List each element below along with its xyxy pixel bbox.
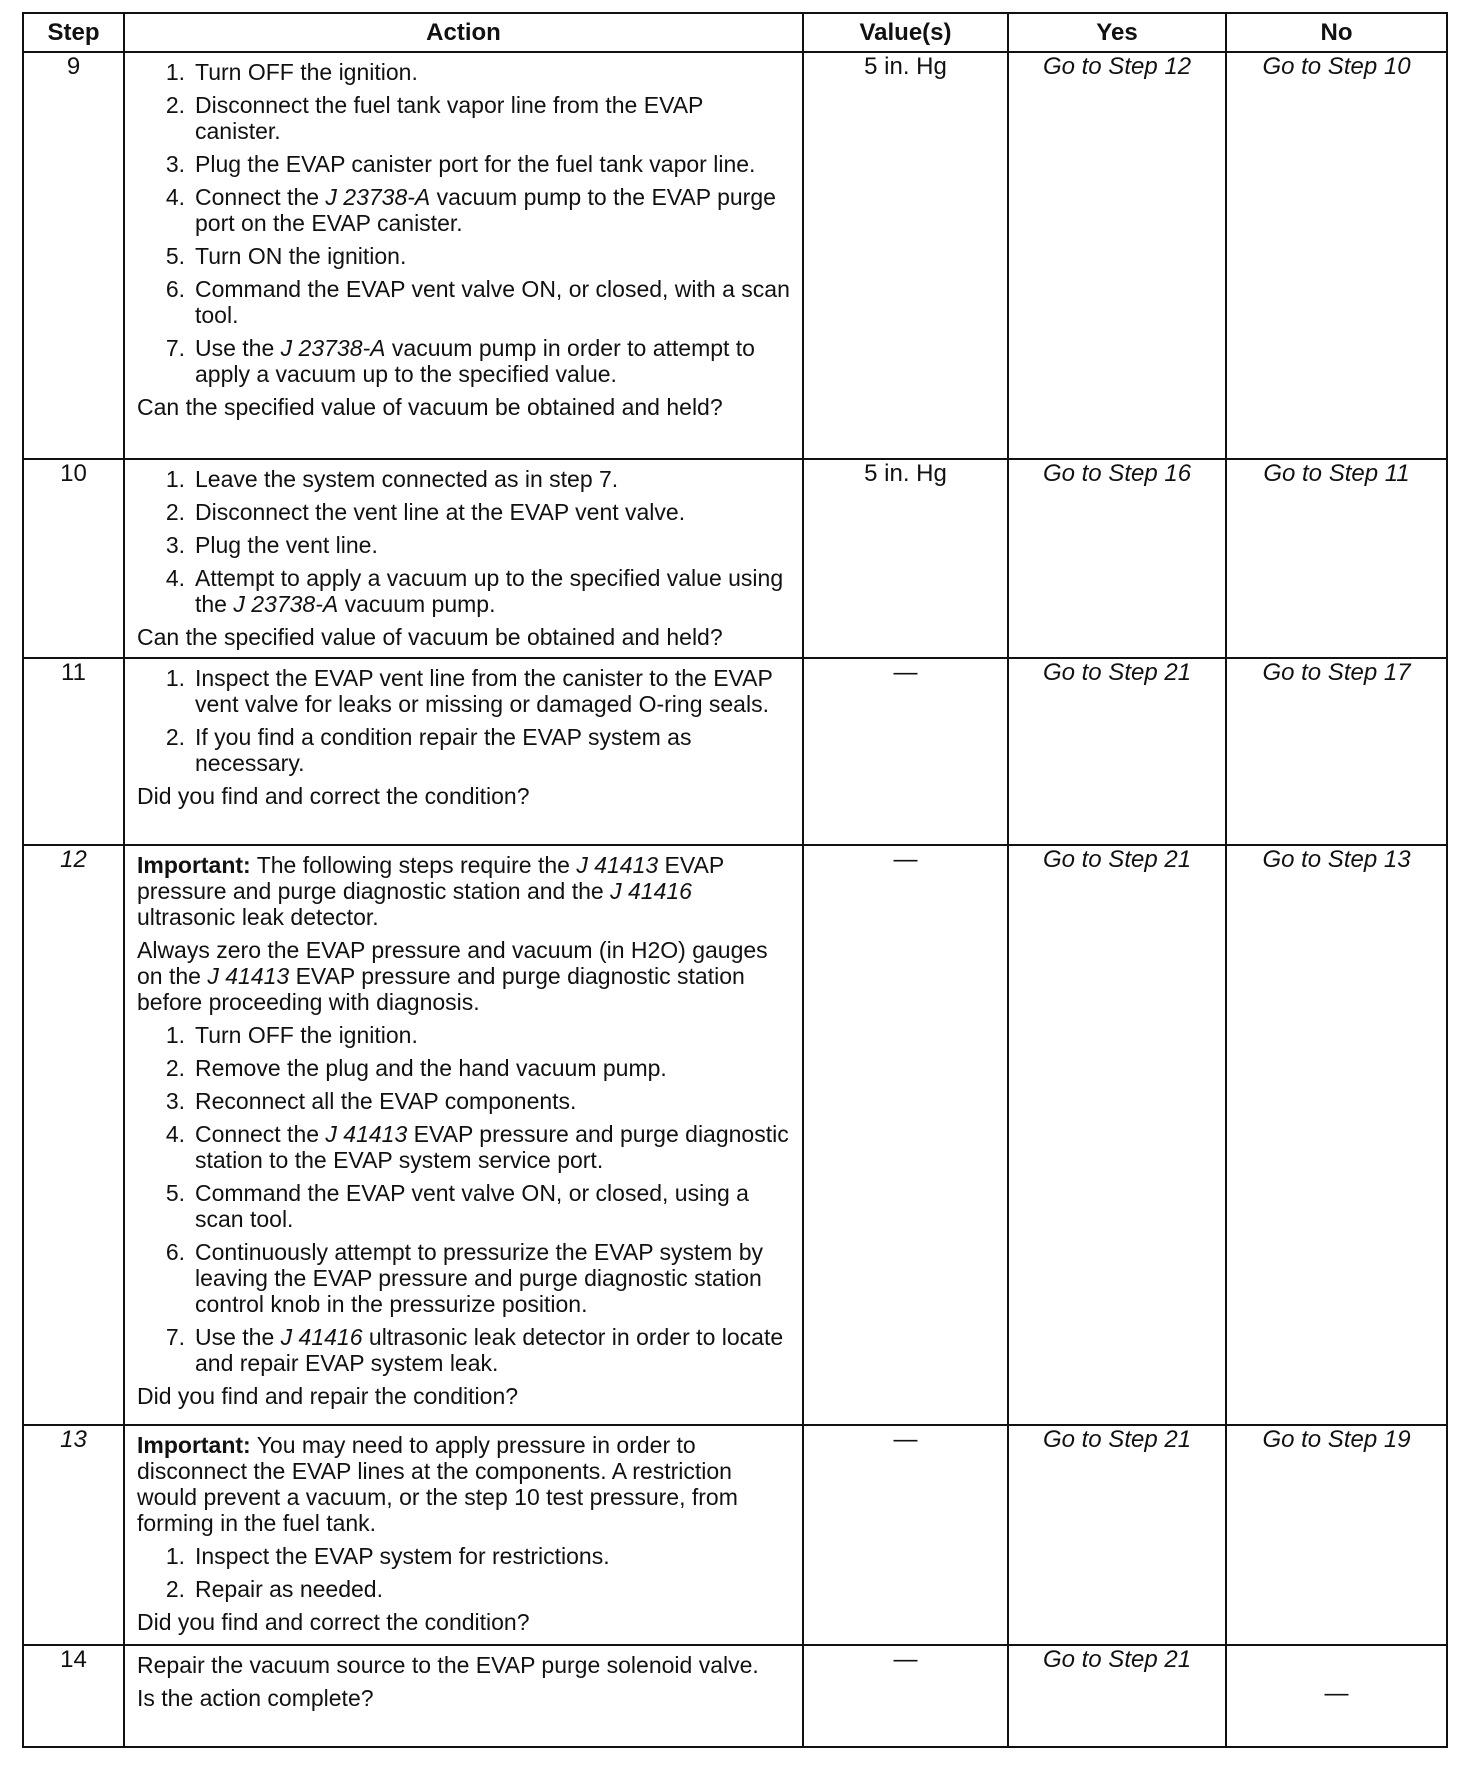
- important-label: Important:: [137, 852, 251, 878]
- value-cell: —: [803, 845, 1008, 1425]
- value-cell: —: [803, 658, 1008, 845]
- header-action: Action: [124, 13, 803, 52]
- list-item: 1. Leave the system connected as in step 7.: [165, 466, 619, 492]
- step-number: 11: [23, 658, 124, 845]
- list-item: 1. Inspect the EVAP system for restrictions.: [165, 1543, 610, 1569]
- list-item: 4. Connect the J 23738-A vacuum pump to the EVAP purge port on the EVAP canister.: [165, 184, 776, 236]
- action-cell: [124, 1645, 803, 1747]
- list-item: 4. Connect the J 41413 EVAP pressure and purge diagnostic station to the EVAP system service port.: [165, 1121, 789, 1173]
- header-step: Step: [23, 13, 124, 52]
- list-item: 6. Continuously attempt to pressurize the EVAP system by leaving the EVAP pressure and purge diagnostic station control knob in the pressurize position.: [165, 1239, 764, 1317]
- step-number: 12: [23, 845, 124, 1425]
- step-number: 13: [23, 1425, 124, 1645]
- action-list: [137, 1022, 792, 1376]
- list-item: 4. Attempt to apply a vacuum up to the specified value using the J 23738-A vacuum pump.: [165, 565, 784, 617]
- question: Is the action complete?: [137, 1685, 374, 1711]
- step-number: 9: [23, 52, 124, 459]
- tool-reference: J 41416: [280, 1324, 363, 1350]
- tool-reference: J 41413: [207, 963, 290, 989]
- header-yes: Yes: [1008, 13, 1226, 52]
- no-cell: Go to Step 17: [1226, 658, 1447, 845]
- list-item: 3. Plug the vent line.: [165, 532, 378, 558]
- tool-reference: J 23738-A: [233, 591, 339, 617]
- important-note: Important: You may need to apply pressure in order to disconnect the EVAP lines at the components. A restriction would prevent a vacuum, or the step 10 test pressure, from forming in the fuel tank.: [137, 1432, 738, 1536]
- list-item: 7. Use the J 23738-A vacuum pump in order to attempt to apply a vacuum up to the specified value.: [165, 335, 755, 387]
- list-item: 2. Repair as needed.: [165, 1576, 383, 1602]
- no-cell: —: [1226, 1645, 1447, 1747]
- list-item: 2. If you find a condition repair the EVAP system as necessary.: [165, 724, 692, 776]
- question: Did you find and correct the condition?: [137, 1609, 530, 1635]
- value-cell: —: [803, 1645, 1008, 1747]
- list-item: 2. Disconnect the vent line at the EVAP vent valve.: [165, 499, 686, 525]
- yes-cell: Go to Step 21: [1008, 845, 1226, 1425]
- action-cell: [124, 658, 803, 845]
- question: Did you find and repair the condition?: [137, 1383, 519, 1409]
- action-list: [137, 665, 792, 776]
- yes-cell: Go to Step 21: [1008, 1425, 1226, 1645]
- action-list: [137, 1543, 792, 1602]
- list-item: 2. Remove the plug and the hand vacuum pump.: [165, 1055, 667, 1081]
- action-cell: [124, 459, 803, 658]
- action-text: Repair the vacuum source to the EVAP purge solenoid valve.: [137, 1652, 759, 1678]
- value-cell: 5 in. Hg: [803, 459, 1008, 658]
- table-row: [23, 1645, 1447, 1747]
- list-item: 5. Turn ON the ignition.: [165, 243, 407, 269]
- action-list: [137, 466, 792, 617]
- value-cell: 5 in. Hg: [803, 52, 1008, 459]
- header-values: Value(s): [803, 13, 1008, 52]
- tool-reference: J 41413: [576, 852, 659, 878]
- list-item: 3. Reconnect all the EVAP components.: [165, 1088, 577, 1114]
- table-row: [23, 845, 1447, 1425]
- table-row: [23, 658, 1447, 845]
- list-item: 1. Turn OFF the ignition.: [165, 59, 418, 85]
- tool-reference: J 41416: [610, 878, 692, 904]
- action-cell: [124, 52, 803, 459]
- table-row: [23, 52, 1447, 459]
- no-cell: Go to Step 11: [1226, 459, 1447, 658]
- list-item: 2. Disconnect the fuel tank vapor line from the EVAP canister.: [165, 92, 703, 144]
- question: Did you find and correct the condition?: [137, 783, 530, 809]
- tool-reference: J 41413: [325, 1121, 408, 1147]
- action-cell: [124, 1425, 803, 1645]
- question: Can the specified value of vacuum be obtained and held?: [137, 394, 723, 420]
- list-item: 1. Turn OFF the ignition.: [165, 1022, 418, 1048]
- important-note: Important: The following steps require the J 41413 EVAP pressure and purge diagnostic station and the J 41416 ultrasonic leak detector.: [137, 852, 724, 930]
- question: Can the specified value of vacuum be obtained and held?: [137, 624, 723, 650]
- list-item: 5. Command the EVAP vent valve ON, or closed, using a scan tool.: [165, 1180, 749, 1232]
- yes-cell: Go to Step 21: [1008, 1645, 1226, 1747]
- list-item: 6. Command the EVAP vent valve ON, or closed, with a scan tool.: [165, 276, 790, 328]
- step-number: 10: [23, 459, 124, 658]
- action-cell: [124, 845, 803, 1425]
- action-list: [137, 59, 792, 387]
- zero-gauges-note: Always zero the EVAP pressure and vacuum (in H2O) gauges on the J 41413 EVAP pressure and purge diagnostic station before proceeding with diagnosis.: [137, 937, 768, 1015]
- list-item: 1. Inspect the EVAP vent line from the canister to the EVAP vent valve for leaks or missing or damaged O-ring seals.: [165, 665, 773, 717]
- yes-cell: Go to Step 16: [1008, 459, 1226, 658]
- list-item: 3. Plug the EVAP canister port for the fuel tank vapor line.: [165, 151, 756, 177]
- no-cell: Go to Step 10: [1226, 52, 1447, 459]
- step-number: 14: [23, 1645, 124, 1747]
- important-label: Important:: [137, 1432, 251, 1458]
- tool-reference: J 23738-A: [280, 335, 386, 361]
- no-cell: Go to Step 13: [1226, 845, 1447, 1425]
- table-row: [23, 1425, 1447, 1645]
- header-no: No: [1226, 13, 1447, 52]
- yes-cell: Go to Step 21: [1008, 658, 1226, 845]
- diagnostic-table: [22, 12, 1448, 1748]
- yes-cell: Go to Step 12: [1008, 52, 1226, 459]
- table-row: [23, 459, 1447, 658]
- header-row: [23, 13, 1447, 52]
- no-cell: Go to Step 19: [1226, 1425, 1447, 1645]
- tool-reference: J 23738-A: [325, 184, 431, 210]
- value-cell: —: [803, 1425, 1008, 1645]
- list-item: 7. Use the J 41416 ultrasonic leak detector in order to locate and repair EVAP system leak.: [165, 1324, 784, 1376]
